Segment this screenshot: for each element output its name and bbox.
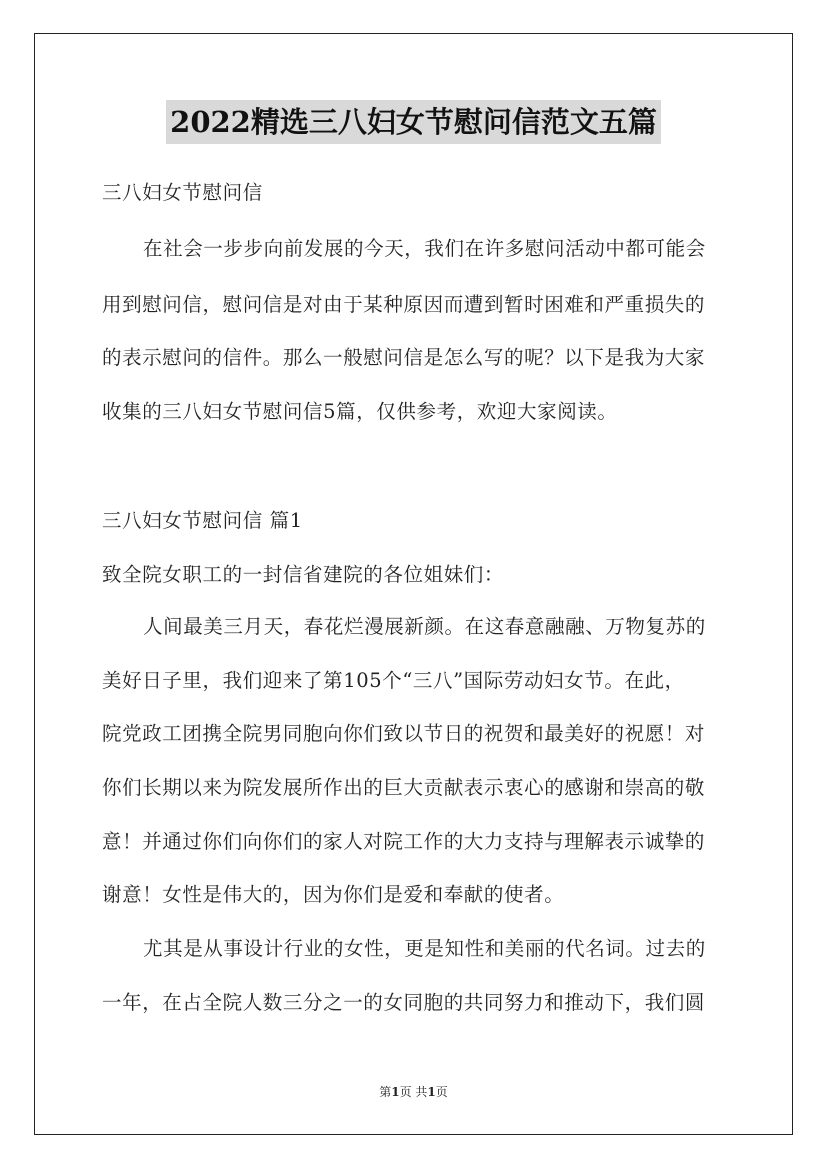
paragraph-line: 你们长期以来为院发展所作出的巨大贡献表示衷心的感谢和崇高的敬 xyxy=(102,776,706,799)
paragraph-line: 美好日子里，我们迎来了第105个“三八”国际劳动妇女节。在此， xyxy=(102,669,685,692)
footer-prefix: 第 xyxy=(379,1085,392,1099)
paragraph-line: 用到慰问信，慰问信是对由于某种原因而遭到暂时困难和严重损失的 xyxy=(102,293,706,316)
paragraph-line: 的表示慰问的信件。那么一般慰问信是怎么写的呢？以下是我为大家 xyxy=(102,346,706,369)
footer-page-total: 1 xyxy=(427,1085,436,1099)
paragraph-line: 谢意！女性是伟大的，因为你们是爱和奉献的使者。 xyxy=(102,883,565,906)
paragraph-line: 收集的三八妇女节慰问信5篇，仅供参考，欢迎大家阅读。 xyxy=(102,400,618,423)
footer-mid: 页 共 xyxy=(399,1085,428,1099)
footer-page-number: 1 xyxy=(391,1085,400,1099)
paragraph-line: 尤其是从事设计行业的女性，更是知性和美丽的代名词。过去的 xyxy=(143,937,706,960)
section-heading: 三八妇女节慰问信 xyxy=(102,181,263,204)
page-footer xyxy=(0,1083,827,1100)
paragraph-line: 人间最美三月天，春花烂漫展新颜。在这春意融融、万物复苏的 xyxy=(143,615,706,638)
paragraph-line: 意！并通过你们向你们的家人对院工作的大力支持与理解表示诚挚的 xyxy=(102,830,706,853)
paragraph-line: 院党政工团携全院男同胞向你们致以节日的祝贺和最美好的祝愿！对 xyxy=(102,722,706,745)
salutation: 致全院女职工的一封信省建院的各位姐妹们： xyxy=(102,563,505,586)
paragraph-line: 在社会一步步向前发展的今天，我们在许多慰问活动中都可能会 xyxy=(143,237,706,260)
paragraph-line: 一年，在占全院人数三分之一的女同胞的共同努力和推动下，我们圆 xyxy=(102,991,706,1014)
footer-suffix: 页 xyxy=(435,1085,448,1099)
title-container xyxy=(0,100,827,144)
section-heading: 三八妇女节慰问信 篇1 xyxy=(102,509,303,532)
document-title: 2022精选三八妇女节慰问信范文五篇 xyxy=(166,100,661,144)
